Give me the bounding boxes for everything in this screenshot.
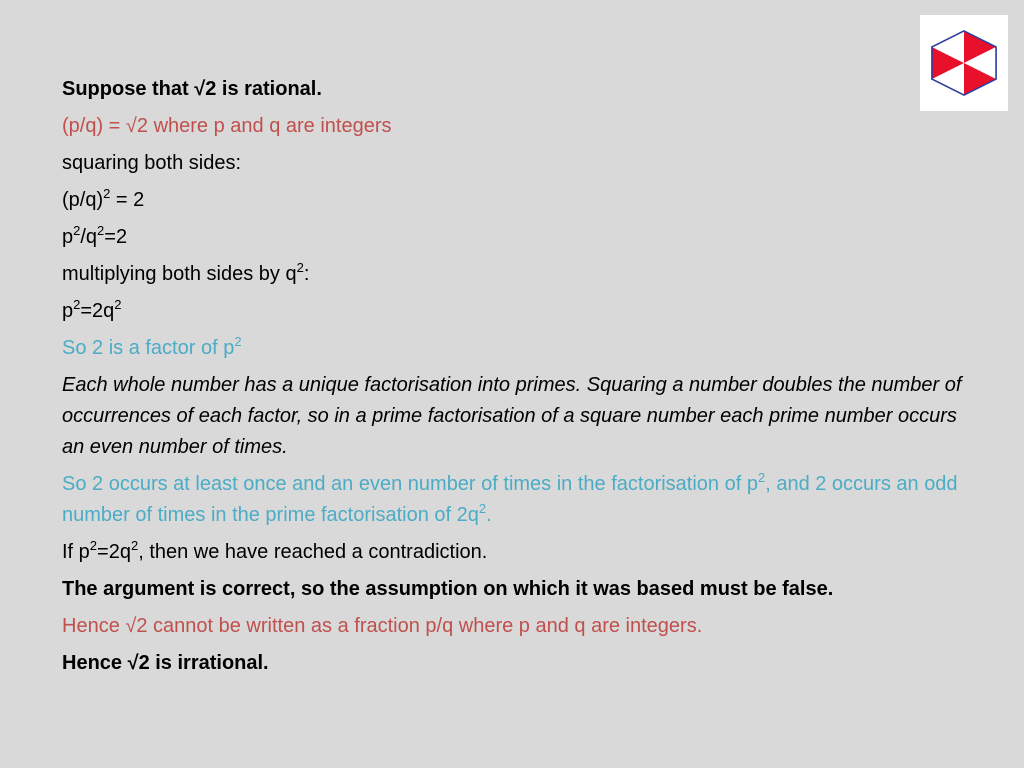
proof-line-equation-3: $p^2=2q^2$: [62, 297, 122, 322]
proof-line-squaring: squaring both sides:: [62, 152, 242, 174]
proof-line-not-fraction: Hence √2 cannot be written as a fraction p/q where p and q are integers.: [62, 615, 703, 637]
proof-line-multiplying: multiplying both sides by $q^2$:: [62, 260, 310, 285]
proof-line-assumption-false: The argument is correct, so the assumption on which it was based must be false.: [62, 578, 834, 600]
proof-line-factor: So 2 is a factor of $p^2$: [62, 334, 242, 359]
proof-line-equation-2: $p^2/q^2=2$: [62, 223, 128, 248]
proof-line-definition: (p/q) = √2 where p and q are integers: [62, 115, 392, 137]
proof-line-assumption: Suppose that √2 is rational.: [62, 78, 322, 100]
proof-line-equation-1: $(p/q)^2 = 2$: [62, 186, 145, 211]
proof-line-contradiction: If $p^2=2q^2$, then we have reached a contradiction.: [62, 538, 488, 563]
proof-line-occurrences: So 2 occurs at least once and an even number of times in the factorisation of $p^2$, and 2 occurs an odd number of times in the prime factorisation of $2q^2$.: [62, 470, 958, 526]
proof-line-conclusion: Hence √2 is irrational.: [62, 652, 269, 674]
proof-line-factorisation-explanation: Each whole number has a unique factorisation into primes. Squaring a number doubles the number of occurrences of each factor, so in a prime factorisation of a square number each prime number occurs an even number of times.: [62, 374, 962, 458]
proof-text: [62, 74, 982, 685]
